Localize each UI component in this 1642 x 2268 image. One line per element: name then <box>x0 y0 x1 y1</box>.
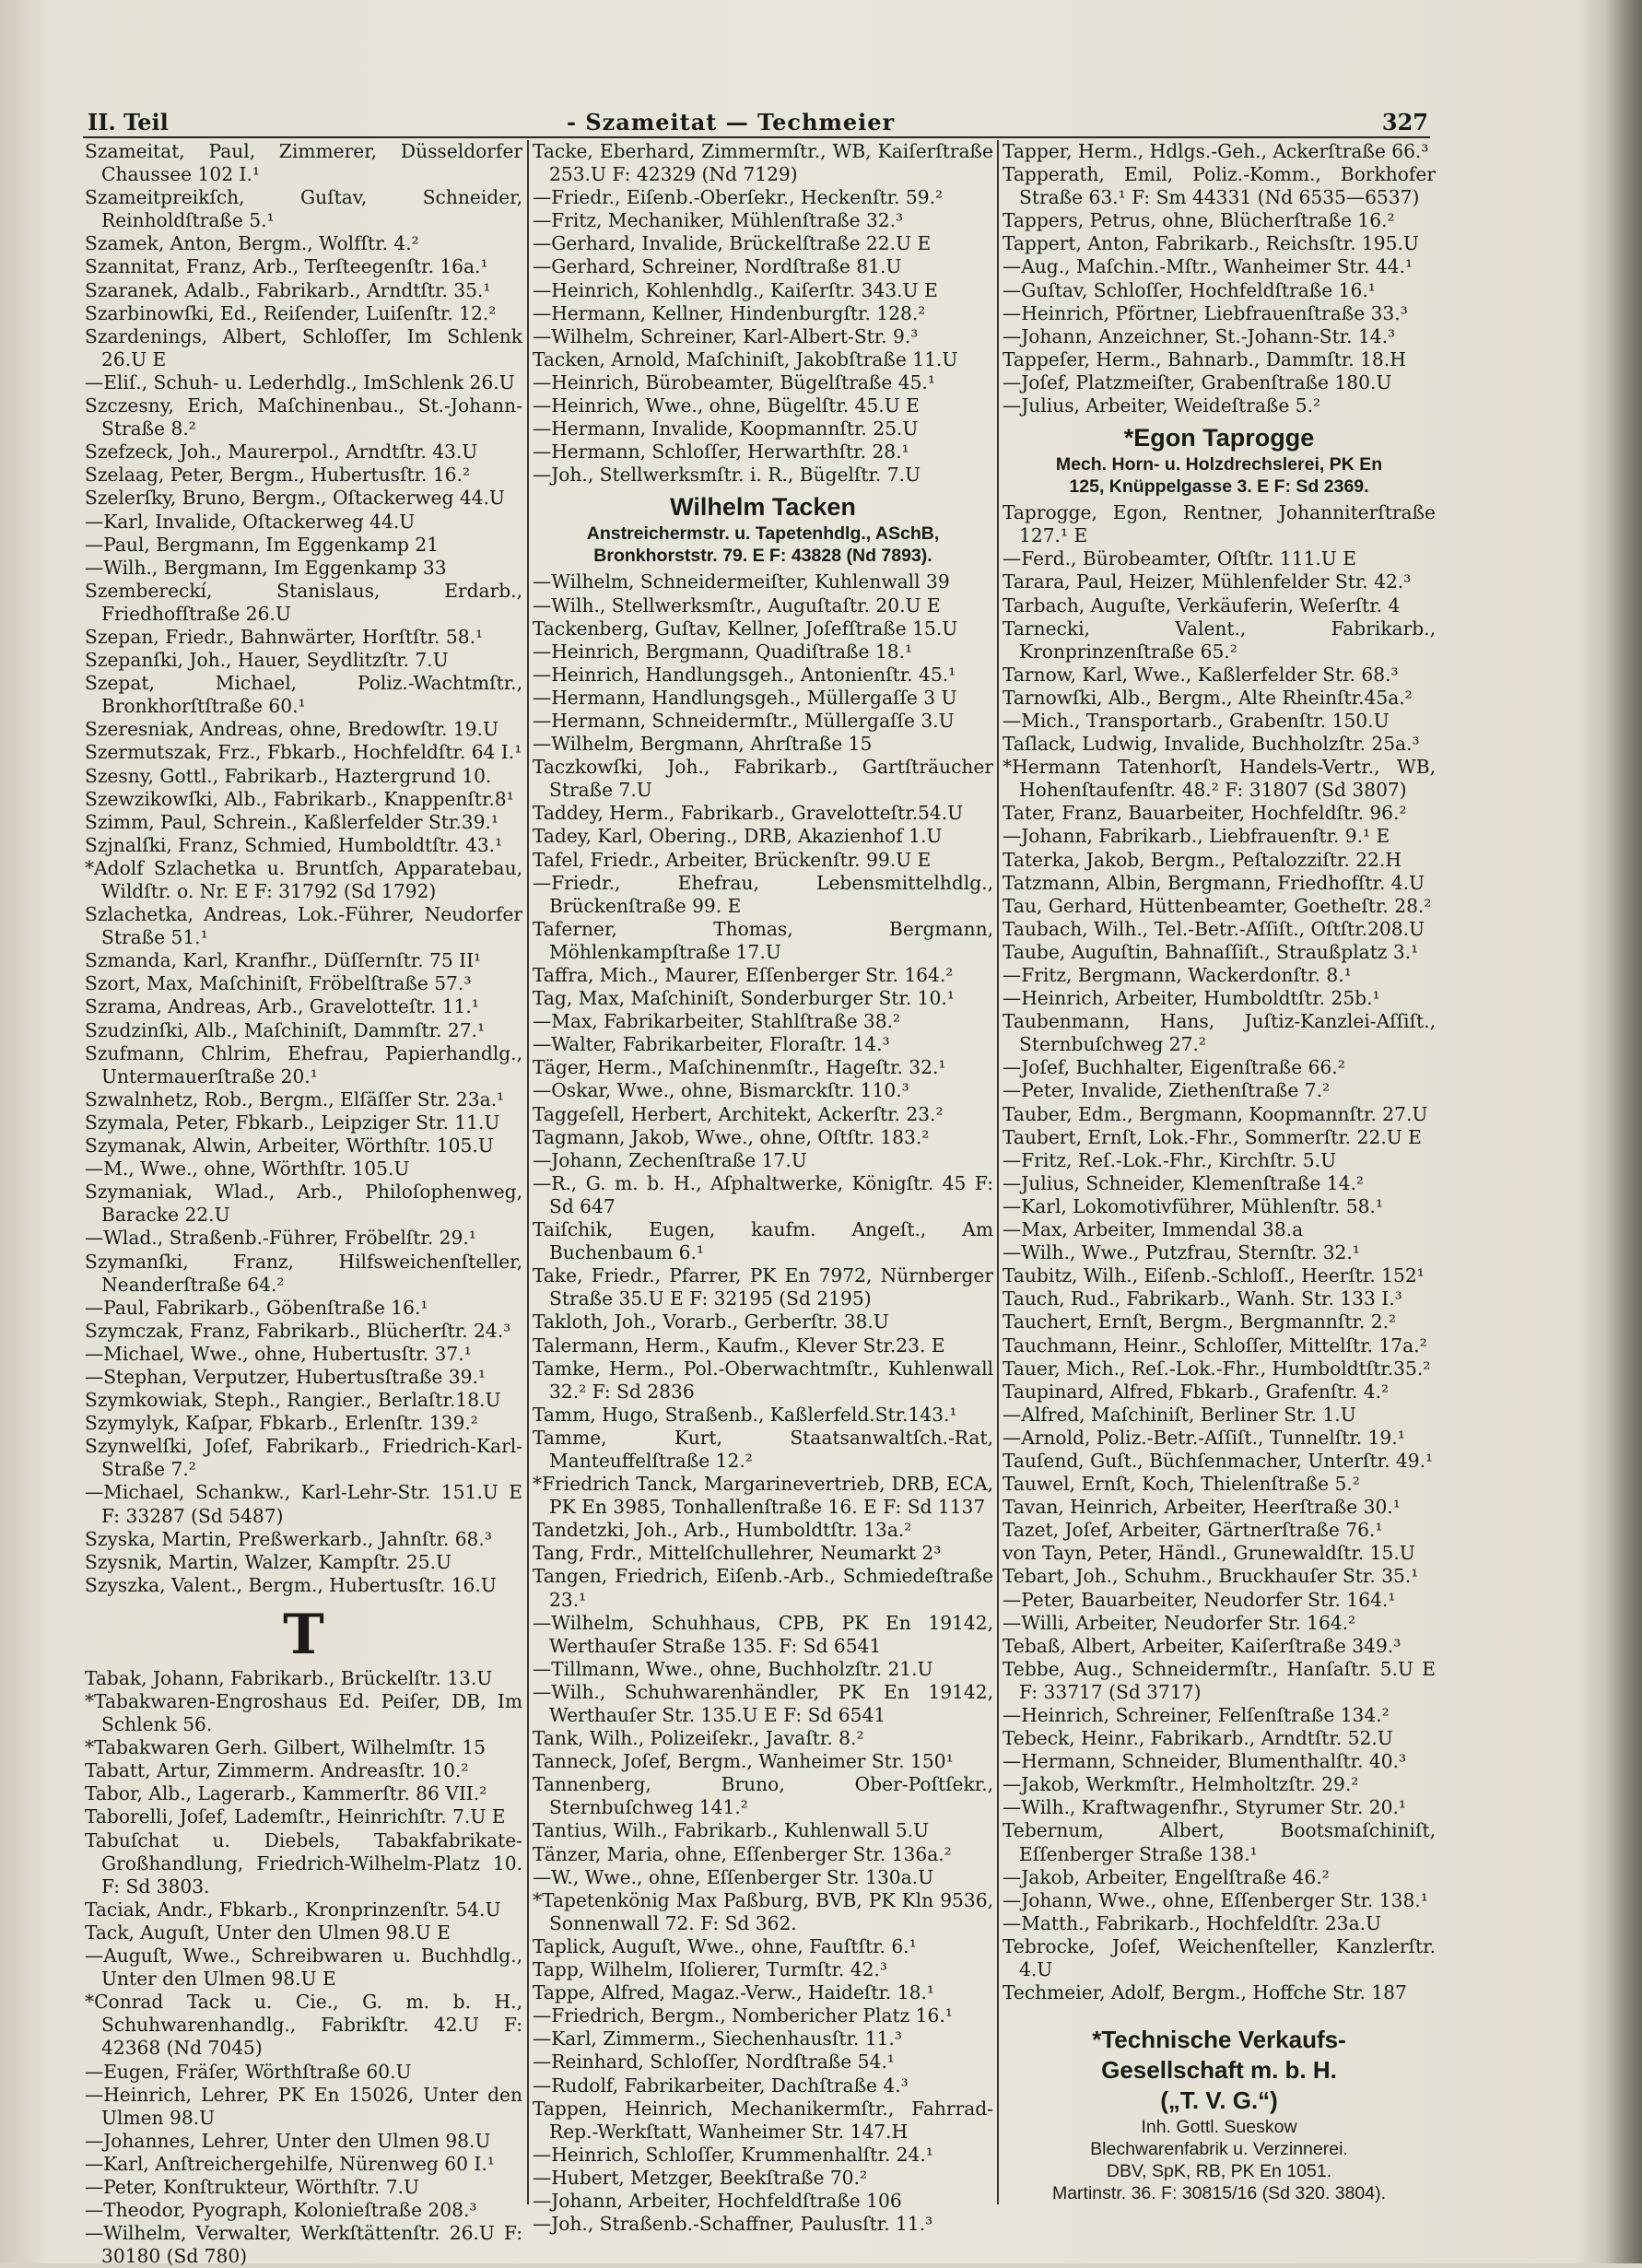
column-1 <box>85 140 522 2268</box>
ad-title-line: („T. V. G.“) <box>1160 2086 1278 2115</box>
ad-name: Wilhelm Tacken <box>670 493 856 522</box>
section-letter: T <box>283 1602 324 1667</box>
directory-entry: —Oskar, Wwe., ohne, Bismarckſtr. 110.³ <box>533 1079 909 1102</box>
directory-entry: Tarnecki, Valent., Fabrikarb., Kronprinzenſtraße 65.² <box>1003 617 1436 663</box>
directory-entry: —Jakob, Werkmſtr., Helmholtzſtr. 29.² <box>1003 1773 1359 1796</box>
directory-entry: Szczesny, Erich, Maſchinenbau., St.-Johann-Straße 8.² <box>85 394 522 441</box>
directory-entry: —Johann, Anzeichner, St.-Johann-Str. 14.³ <box>1003 324 1396 347</box>
directory-entry: Tauwel, Ernſt, Koch, Thielenſtraße 5.² <box>1003 1473 1360 1496</box>
directory-entry: Tebeck, Heinr., Fabrikarb., Arndtſtr. 52.U <box>1003 1727 1393 1750</box>
directory-entry: Szimm, Paul, Schrein., Kaßlerfelder Str.39.¹ <box>85 810 498 833</box>
directory-entry: —Peter, Konſtrukteur, Wörthſtr. 7.U <box>85 2175 420 2198</box>
directory-entry: Tappe, Alfred, Magaz.-Verw., Haideſtr. 18.¹ <box>533 1981 934 2004</box>
ad-title-line: Gesellschaft m. b. H. <box>1101 2056 1337 2085</box>
directory-entry: Tappers, Petrus, ohne, Blücherſtraße 16.² <box>1003 209 1395 232</box>
advertisement-egon-taprogge <box>1003 423 1436 498</box>
directory-entry: —Friedr., Eiſenb.-Oberſekr., Heckenſtr. 59.² <box>533 186 944 209</box>
directory-entry: —Theodor, Pyograph, Kolonieſtraße 208.³ <box>85 2199 477 2222</box>
directory-entry: —Heinrich, Lehrer, PK En 15026, Unter den Ulmen 98.U <box>85 2083 522 2129</box>
directory-entry: —Stephan, Verputzer, Hubertusſtraße 39.¹ <box>85 1365 486 1388</box>
directory-entry: Tapper, Herm., Hdlgs.-Geh., Ackerſtraße 66.³ <box>1003 140 1429 162</box>
directory-entry: Szymkowiak, Steph., Rangier., Berlaſtr.18.U <box>85 1389 501 1412</box>
directory-entry: —Paul, Fabrikarb., Göbenſtraße 16.¹ <box>85 1296 428 1319</box>
column-divider <box>997 140 999 2204</box>
directory-entry: Tebernum, Albert, Bootsmaſchiniſt, Eſſenberger Straße 138.¹ <box>1003 1819 1436 1865</box>
directory-entry: —Wilhelm, Schuhhaus, CPB, PK En 19142, Werthauſer Straße 135. F: Sd 6541 <box>533 1611 993 1657</box>
directory-entry: Tauer, Mich., Reſ.-Lok.-Fhr., Humboldtſtr.35.² <box>1003 1357 1431 1380</box>
directory-entry: Szameitpreikſch, Guſtav, Schneider, Reinholdſtraße 5.¹ <box>85 186 522 232</box>
directory-entry: Talermann, Herm., Kaufm., Klever Str.23. E <box>533 1334 945 1357</box>
directory-entry: —Aug., Maſchin.-Mſtr., Wanheimer Str. 44.¹ <box>1003 255 1413 278</box>
directory-entry: —Auguſt, Wwe., Schreibwaren u. Buchhdlg., Unter den Ulmen 98.U E <box>85 1945 522 1991</box>
directory-entry: Tauſend, Guſt., Büchſenmacher, Unterſtr. 49.¹ <box>1003 1449 1434 1472</box>
directory-entry: —Arnold, Poliz.-Betr.-Aſſiſt., Tunnelſtr. 19.¹ <box>1003 1426 1405 1449</box>
directory-entry: —Wilhelm, Bergmann, Ahrſtraße 15 <box>533 733 873 756</box>
directory-entry: Tagmann, Jakob, Wwe., ohne, Oſtſtr. 183.² <box>533 1125 930 1148</box>
directory-entry: Tangen, Friedrich, Eiſenb.-Arb., Schmiedeſtraße 23.¹ <box>533 1565 993 1611</box>
directory-entry: Szudzinſki, Alb., Maſchiniſt, Dammſtr. 27.¹ <box>85 1018 486 1041</box>
directory-entry: Täger, Herm., Maſchinenmſtr., Hageſtr. 32.¹ <box>533 1056 946 1079</box>
directory-entry: Tannenberg, Bruno, Ober-Poſtſekr., Sternbuſchweg 141.² <box>533 1773 993 1819</box>
directory-entry: Szesny, Gottl., Fabrikarb., Haztergrund 10. <box>85 764 492 787</box>
directory-entry: —Heinrich, Arbeiter, Humboldtſtr. 25b.¹ <box>1003 987 1380 1010</box>
ad-line: 125, Knüppelgasse 3. E F: Sd 2369. <box>1069 476 1369 498</box>
directory-entry: —Friedrich, Bergm., Nombericher Platz 16.¹ <box>533 2004 953 2027</box>
directory-entry: —Hermann, Handlungsgeh., Müllergaſſe 3 U <box>533 686 957 709</box>
directory-entry: —Willi, Arbeiter, Neudorfer Str. 164.² <box>1003 1611 1356 1634</box>
directory-entry: —Heinrich, Kohlenhdlg., Kaiſerſtr. 343.U E <box>533 278 938 301</box>
directory-entry: Taprogge, Egon, Rentner, Johanniterſtraße 127.¹ E <box>1003 501 1436 547</box>
directory-entry: —Wilhelm, Schreiner, Karl-Albert-Str. 9.³ <box>533 324 919 347</box>
directory-entry: Taffra, Mich., Maurer, Eſſenberger Str. 164.² <box>533 964 954 986</box>
entry-list <box>1003 140 1436 417</box>
directory-entry: Szymczak, Franz, Fabrikarb., Blücherſtr. 24.³ <box>85 1319 511 1342</box>
directory-entry: —Fritz, Mechaniker, Mühlenſtraße 32.³ <box>533 209 904 232</box>
directory-entry: —Heinrich, Schreiner, Felſenſtraße 134.² <box>1003 1704 1390 1726</box>
directory-entry: —Wilh., Kraftwagenfhr., Styrumer Str. 20.¹ <box>1003 1796 1407 1819</box>
directory-entry: Tabuſchat u. Diebels, Tabakfabrikate-Großhandlung, Friedrich-Wilhelm-Platz 10. F: Sd 3803. <box>85 1828 522 1898</box>
directory-entry: Tabak, Johann, Fabrikarb., Brückelſtr. 13.U <box>85 1666 493 1689</box>
directory-entry: Szelaag, Peter, Bergm., Hubertusſtr. 16.² <box>85 464 471 487</box>
directory-entry: Tatzmann, Albin, Bergmann, Friedhofſtr. 4.U <box>1003 871 1425 894</box>
directory-entry: —Hermann, Schneidermſtr., Müllergaſſe 3.U <box>533 709 955 732</box>
directory-entry: —Joh., Straßenb.-Schaffner, Paulusſtr. 11.³ <box>533 2213 933 2236</box>
directory-entry: —Heinrich, Bürobeamter, Bügelſtraße 45.¹ <box>533 370 935 394</box>
directory-entry: —Ferd., Bürobeamter, Oſtſtr. 111.U E <box>1003 547 1356 570</box>
directory-entry: Szepan, Friedr., Bahnwärter, Horſtſtr. 58.¹ <box>85 625 484 648</box>
directory-entry: —Friedr., Ehefrau, Lebensmittelhdlg., Brückenſtraße 99. E <box>533 871 993 917</box>
directory-entry: Tauchert, Ernſt, Bergm., Bergmannſtr. 2.² <box>1003 1310 1397 1334</box>
directory-entry: —Guſtav, Schloſſer, Hochfeldſtraße 16.¹ <box>1003 278 1376 301</box>
directory-entry: Tazet, Joſef, Arbeiter, Gärtnerſtraße 76.¹ <box>1003 1519 1383 1542</box>
directory-entry: —W., Wwe., ohne, Eſſenberger Str. 130a.U <box>533 1865 934 1888</box>
directory-entry: —Hermann, Kellner, Hindenburgſtr. 128.² <box>533 301 926 324</box>
directory-entry: Taczkowſki, Joh., Fabrikarb., Gartſträucher Straße 7.U <box>533 756 993 802</box>
directory-entry: Tack, Auguſt, Unter den Ulmen 98.U E <box>85 1921 451 1944</box>
directory-entry: *Conrad Tack u. Cie., G. m. b. H., Schuhwarenhandlg., Fabrikſtr. 42.U F: 42368 (Nd 7045) <box>85 1991 522 2060</box>
directory-entry: Tappeſer, Herm., Bahnarb., Dammſtr. 18.H <box>1003 347 1406 370</box>
ad-line: Martinstr. 36. F: 30815/16 (Sd 320. 3804). <box>1051 2183 1387 2204</box>
directory-entry: Szynwelſki, Joſef, Fabrikarb., Friedrich-Karl-Straße 7.² <box>85 1435 522 1481</box>
directory-entry: Taubenmann, Hans, Juſtiz-Kanzlei-Aſſiſt., Sternbuſchweg 27.² <box>1003 1010 1436 1056</box>
directory-entry: Taupinard, Alfred, Fbkarb., Grafenſtr. 4.² <box>1003 1380 1390 1403</box>
directory-entry: Tabor, Alb., Lagerarb., Kammerſtr. 86 VII.² <box>85 1782 487 1805</box>
directory-entry: Tapp, Wilhelm, Iſolierer, Turmſtr. 42.³ <box>533 1958 887 1981</box>
directory-entry: Szjnalſki, Franz, Schmied, Humboldtſtr. 43.¹ <box>85 833 503 856</box>
directory-entry: Tauch, Rud., Fabrikarb., Wanh. Str. 133 I.³ <box>1003 1287 1402 1310</box>
directory-entry: Tamm, Hugo, Straßenb., Kaßlerfeld.Str.143.¹ <box>533 1403 957 1426</box>
page-edge-shadow <box>1605 0 1642 2263</box>
ad-line: Blechwarenfabrik u. Verzinnerei. <box>1090 2139 1348 2160</box>
directory-entry: Tau, Gerhard, Hüttenbeamter, Goetheſtr. 28.² <box>1003 894 1432 917</box>
directory-entry: Tauber, Edm., Bergmann, Koopmannſtr. 27.U <box>1003 1102 1428 1125</box>
directory-entry: Tamke, Herm., Pol.-Oberwachtmſtr., Kuhlenwall 32.² F: Sd 2836 <box>533 1357 993 1403</box>
directory-entry: Taciak, Andr., Fbkarb., Kronprinzenſtr. 54.U <box>85 1898 501 1921</box>
directory-entry: Tacken, Arnold, Maſchiniſt, Jakobſtraße 11.U <box>533 347 958 370</box>
directory-entry: Szymanſki, Franz, Hilfsweichenſteller, Neanderſtraße 64.² <box>85 1250 522 1296</box>
directory-entry: Taddey, Herm., Fabrikarb., Gravelotteſtr.54.U <box>533 802 964 825</box>
directory-entry: —Johannes, Lehrer, Unter den Ulmen 98.U <box>85 2129 491 2152</box>
directory-entry: Szlachetka, Andreas, Lok.-Führer, Neudorfer Straße 51.¹ <box>85 903 522 949</box>
directory-entry: *Tabakwaren-Engroshaus Ed. Peiſer, DB, Im Schlenk 56. <box>85 1690 522 1736</box>
directory-entry: Tarbach, Auguſte, Verkäuferin, Weſerſtr. 4 <box>1003 593 1401 617</box>
directory-entry: Takloth, Joh., Vorarb., Gerberſtr. 38.U <box>533 1310 889 1334</box>
directory-entry: —Wilhelm, Schneidermeiſter, Kuhlenwall 39 <box>533 570 950 593</box>
directory-entry: Szaranek, Adalb., Fabrikarb., Arndtſtr. 35.¹ <box>85 278 491 301</box>
ad-line: Inh. Gottl. Sueskow <box>1141 2117 1297 2138</box>
directory-entry: Szembereckí, Stanislaus, Erdarb., Friedhofſtraße 26.U <box>85 579 522 625</box>
directory-entry: *Adolf Szlachetka u. Bruntſch, Apparatebau, Wildſtr. o. Nr. E F: 31792 (Sd 1792) <box>85 856 522 902</box>
directory-entry: Taborelli, Joſef, Lademſtr., Heinrichſtr. 7.U E <box>85 1805 506 1828</box>
directory-entry: *Hermann Tatenhorſt, Handels-Vertr., WB, Hohenſtaufenſtr. 48.² F: 31807 (Sd 3807) <box>1003 756 1436 802</box>
directory-entry: Tavan, Heinrich, Arbeiter, Heerſtraße 30.¹ <box>1003 1496 1401 1519</box>
directory-entry: —Max, Arbeiter, Immendal 38.a <box>1003 1218 1304 1241</box>
directory-entry: —Wilh., Stellwerksmſtr., Auguſtaſtr. 20.U E <box>533 593 941 617</box>
directory-entry: Techmeier, Adolf, Bergm., Hoffche Str. 187 <box>1003 1981 1407 2004</box>
directory-entry: Tamme, Kurt, Staatsanwaltſch.-Rat, Manteuffelſtraße 12.² <box>533 1426 993 1472</box>
directory-entry: Szepat, Michael, Poliz.-Wachtmſtr., Bronkhorſtſtraße 60.¹ <box>85 672 522 718</box>
directory-entry: Tappen, Heinrich, Mechanikermſtr., Fahrrad-Rep.-Werkſtatt, Wanheimer Str. 147.H <box>533 2097 993 2143</box>
directory-entry: —R., G. m. b. H., Aſphaltwerke, Königſtr. 45 F: Sd 647 <box>533 1171 993 1217</box>
ad-line: DBV, SpK, RB, PK En 1051. <box>1106 2161 1332 2182</box>
directory-entry: —Johann, Zechenſtraße 17.U <box>533 1148 807 1171</box>
directory-entry: —Karl, Invalide, Oſtackerweg 44.U <box>85 510 416 533</box>
ad-line: Bronkhorststr. 79. E F: 43828 (Nd 7893). <box>593 546 932 567</box>
directory-entry: Tantius, Wilh., Fabrikarb., Kuhlenwall 5.U <box>533 1819 930 1842</box>
directory-entry: Tabatt, Artur, Zimmerm. Andreasſtr. 10.² <box>85 1759 469 1782</box>
directory-entry: Taubert, Ernſt, Lok.-Fhr., Sommerſtr. 22.U E <box>1003 1125 1422 1148</box>
directory-entry: —Heinrich, Bergmann, Quadiſtraße 18.¹ <box>533 640 913 663</box>
section-label: II. Teil <box>88 109 169 135</box>
directory-entry: Szarbinowſki, Ed., Reiſender, Luiſenſtr. 12.² <box>85 301 497 324</box>
directory-entry: Taggeſell, Herbert, Architekt, Ackerſtr. 23.² <box>533 1102 944 1125</box>
directory-entry: —Heinrich, Pförtner, Liebfrauenſtraße 33.³ <box>1003 301 1408 324</box>
directory-entry: —Johann, Arbeiter, Hochfeldſtraße 106 <box>533 2189 902 2212</box>
directory-entry: Szewzikowſki, Alb., Fabrikarb., Knappenſtr.8¹ <box>85 787 514 810</box>
directory-entry: —Paul, Bergmann, Im Eggenkamp 21 <box>85 533 440 556</box>
directory-entry: —Hermann, Schloſſer, Herwarthſtr. 28.¹ <box>533 441 909 464</box>
directory-entry: Tag, Max, Maſchiniſt, Sonderburger Str. 10.¹ <box>533 987 955 1010</box>
directory-entry: —Wilh., Schuhwarenhändler, PK En 19142, Werthauſer Str. 135.U E F: Sd 6541 <box>533 1680 993 1726</box>
directory-entry: —Karl, Lokomotivführer, Mühlenſtr. 58.¹ <box>1003 1194 1383 1217</box>
ad-line: Mech. Horn- u. Holzdrechslerei, PK En <box>1055 454 1383 476</box>
directory-entry: Szymylyk, Kaſpar, Fbkarb., Erlenſtr. 139.² <box>85 1412 478 1435</box>
directory-entry: *Friedrich Tanck, Margarinevertrieb, DRB, ECA, PK En 3985, Tonhallenſtraße 16. E F: Sd 1137 <box>533 1473 993 1519</box>
directory-entry: —Hubert, Metzger, Beekſtraße 70.² <box>533 2166 868 2189</box>
directory-entry: —Walter, Fabrikarbeiter, Floraſtr. 14.³ <box>533 1033 890 1056</box>
directory-entry: Tarnow, Karl, Wwe., Kaßlerfelder Str. 68.³ <box>1003 663 1399 686</box>
directory-entry: Szelerſky, Bruno, Bergm., Oſtackerweg 44.U <box>85 487 505 510</box>
directory-entry: Taferner, Thomas, Bergmann, Möhlenkampſtraße 17.U <box>533 917 993 963</box>
page-number: 327 <box>1381 109 1428 135</box>
directory-entry: Tackenberg, Guſtav, Kellner, Joſefſtraße 15.U <box>533 617 958 640</box>
directory-entry: Szmanda, Karl, Kranfhr., Düſſernſtr. 75 II¹ <box>85 949 482 972</box>
directory-entry: Tank, Wilh., Polizeiſekr., Javaſtr. 8.² <box>533 1727 864 1750</box>
directory-entry: Szeresniak, Andreas, ohne, Bredowſtr. 19.U <box>85 718 498 741</box>
entry-list <box>1003 501 1436 2004</box>
advertisement-tvg <box>1003 2025 1436 2204</box>
directory-entry: Taterka, Jakob, Bergm., Peſtalozziſtr. 22.H <box>1003 848 1402 871</box>
directory-entry: —Peter, Bauarbeiter, Neudorfer Str. 164.¹ <box>1003 1588 1396 1611</box>
directory-entry: —Gerhard, Schreiner, Nordſtraße 81.U <box>533 255 902 278</box>
directory-entry: —Joh., Stellwerksmſtr. i. R., Bügelſtr. 7.U <box>533 464 921 487</box>
directory-entry: Szannitat, Franz, Arb., Terſteegenſtr. 16a.¹ <box>85 255 488 278</box>
directory-entry: Tebaß, Albert, Arbeiter, Kaiſerſtraße 349.³ <box>1003 1634 1402 1657</box>
directory-entry: Tauchmann, Heinr., Schloſſer, Mittelſtr. 17a.² <box>1003 1334 1427 1357</box>
directory-entry: —Fritz, Bergmann, Wackerdonſtr. 8.¹ <box>1003 964 1352 986</box>
directory-entry: Tater, Franz, Bauarbeiter, Hochfeldſtr. 96.² <box>1003 802 1407 825</box>
directory-entry: Tang, Frdr., Mittelſchullehrer, Neumarkt 2³ <box>533 1542 942 1565</box>
directory-entry: Szyska, Martin, Preßwerkarb., Jahnſtr. 68.³ <box>85 1527 492 1550</box>
directory-entry: Tarara, Paul, Heizer, Mühlenfelder Str. 42.³ <box>1003 570 1412 593</box>
directory-entry: —Karl, Zimmerm., Siechenhausſtr. 11.³ <box>533 2027 902 2051</box>
directory-entry: —Eliſ., Schuh- u. Lederhdlg., ImSchlenk 26.U <box>85 370 515 394</box>
directory-entry: Tandetzki, Joh., Arb., Humboldtſtr. 13a.² <box>533 1519 912 1542</box>
entry-list <box>85 1667 522 2268</box>
directory-entry: Taube, Auguſtin, Bahnaſſiſt., Straußplatz 3.¹ <box>1003 940 1419 963</box>
directory-entry: Tadey, Karl, Obering., DRB, Akazienhof 1.U <box>533 825 943 848</box>
directory-entry: Tapperath, Emil, Poliz.-Komm., Borkhofer Straße 63.¹ F: Sm 44331 (Nd 6535—6537) <box>1003 163 1436 209</box>
directory-entry: —Wilh., Bergmann, Im Eggenkamp 33 <box>85 556 447 579</box>
directory-entry: Taiſchik, Eugen, kaufm. Angeſt., Am Buchenbaum 6.¹ <box>533 1218 993 1264</box>
directory-entry: —Gerhard, Invalide, Brückelſtraße 22.U E <box>533 232 932 255</box>
directory-entry: —M., Wwe., ohne, Wörthſtr. 105.U <box>85 1158 410 1181</box>
directory-entry: —Johann, Wwe., ohne, Eſſenberger Str. 138.¹ <box>1003 1888 1428 1911</box>
directory-entry: —Hermann, Invalide, Koopmannſtr. 25.U <box>533 417 919 441</box>
page-header <box>88 109 1428 140</box>
directory-entry: —Reinhard, Schloſſer, Nordſtraße 54.¹ <box>533 2051 895 2074</box>
column-2 <box>533 140 993 2236</box>
ad-name: *Egon Taprogge <box>1123 424 1315 452</box>
directory-entry: —Heinrich, Handlungsgeh., Antonienſtr. 45.¹ <box>533 663 956 686</box>
directory-entry: —Karl, Anſtreichergehilfe, Nürenweg 60 I.¹ <box>85 2152 495 2175</box>
directory-entry: —Hermann, Schneider, Blumenthalſtr. 40.³ <box>1003 1750 1407 1773</box>
directory-entry: —Johann, Fabrikarb., Liebfrauenſtr. 9.¹ E <box>1003 825 1390 848</box>
directory-entry: —Wlad., Straßenb.-Führer, Fröbelſtr. 29.¹ <box>85 1227 476 1250</box>
directory-entry: Tebrocke, Joſef, Weichenſteller, Kanzlerſtr. 4.U <box>1003 1934 1436 1981</box>
directory-entry: Szrama, Andreas, Arb., Gravelotteſtr. 11.¹ <box>85 995 479 1018</box>
directory-entry: Szameitat, Paul, Zimmerer, Düsseldorfer Chaussee 102 I.¹ <box>85 140 522 186</box>
entry-list <box>533 570 993 2236</box>
directory-entry: Szymanak, Alwin, Arbeiter, Wörthſtr. 105.U <box>85 1134 494 1158</box>
directory-entry: Taſlack, Ludwig, Invalide, Buchholzſtr. 25a.³ <box>1003 733 1420 756</box>
directory-entry: Szermutszak, Frz., Fbkarb., Hochfeldſtr. 64 I.¹ <box>85 741 522 764</box>
directory-entry: Tänzer, Maria, ohne, Eſſenberger Str. 136a.² <box>533 1842 952 1865</box>
directory-entry: Tebbe, Aug., Schneidermſtr., Hanſaſtr. 5.U E F: 33717 (Sd 3717) <box>1003 1657 1436 1703</box>
directory-entry: Tafel, Friedr., Arbeiter, Brückenſtr. 99.U E <box>533 848 932 871</box>
directory-entry: Szepanſki, Joh., Hauer, Seydlitzſtr. 7.U <box>85 649 449 672</box>
directory-entry: —Joſef, Platzmeiſter, Grabenſtraße 180.U <box>1003 370 1392 394</box>
directory-entry: Szymala, Peter, Fbkarb., Leipziger Str. 11.U <box>85 1110 500 1134</box>
entry-list <box>533 140 993 487</box>
directory-entry: Take, Friedr., Pfarrer, PK En 7972, Nürnberger Straße 35.U E F: 32195 (Sd 2195) <box>533 1264 993 1310</box>
directory-entry: Szymaniak, Wlad., Arb., Philoſophenweg, Baracke 22.U <box>85 1181 522 1227</box>
directory-entry: Szefzeck, Joh., Maurerpol., Arndtſtr. 43.U <box>85 441 478 464</box>
directory-entry: —Julius, Arbeiter, Weideſtraße 5.² <box>1003 394 1321 417</box>
directory-entry: —Heinrich, Schloſſer, Krummenhalſtr. 24.¹ <box>533 2143 933 2166</box>
directory-entry: Szufmann, Chlrim, Ehefrau, Papierhandlg., Untermauerſtraße 20.¹ <box>85 1041 522 1087</box>
directory-entry: Tacke, Eberhard, Zimmermſtr., WB, Kaiſerſtraße 253.U F: 42329 (Nd 7129) <box>533 140 993 186</box>
directory-entry: Szyszka, Valent., Bergm., Hubertusſtr. 16.U <box>85 1573 497 1596</box>
directory-entry: —Alfred, Maſchiniſt, Berliner Str. 1.U <box>1003 1403 1356 1426</box>
directory-entry: Taubach, Wilh., Tel.-Betr.-Aſſiſt., Oſtſtr.208.U <box>1003 917 1425 940</box>
directory-entry: —Wilh., Wwe., Putzfrau, Sternſtr. 32.¹ <box>1003 1241 1360 1264</box>
entry-list <box>85 140 522 1597</box>
directory-entry: *Tapetenkönig Max Paßburg, BVB, PK Kln 9536, Sonnenwall 72. F: Sd 362. <box>533 1888 993 1934</box>
ad-line: Anstreichermstr. u. Tapetenhdlg., ASchB, <box>586 523 940 545</box>
directory-entry: —Max, Fabrikarbeiter, Stahlſtraße 38.² <box>533 1010 901 1033</box>
directory-entry: —Mich., Transportarb., Grabenſtr. 150.U <box>1003 709 1390 732</box>
directory-entry: Tebart, Joh., Schuhm., Bruckhauſer Str. 35.¹ <box>1003 1565 1419 1588</box>
directory-entry: —Wilhelm, Verwalter, Werkſtättenſtr. 26.U F: 30180 (Sd 780) <box>85 2222 522 2268</box>
directory-entry: —Julius, Schneider, Klemenſtraße 14.² <box>1003 1171 1364 1194</box>
directory-entry: Szort, Max, Maſchiniſt, Fröbelſtraße 57.³ <box>85 972 472 995</box>
directory-entry: Taplick, Auguſt, Wwe., ohne, Fauſtſtr. 6.¹ <box>533 1934 917 1957</box>
directory-entry: —Tillmann, Wwe., ohne, Buchholzſtr. 21.U <box>533 1657 933 1680</box>
directory-entry: Taubitz, Wilh., Eiſenb.-Schloſſ., Heerſtr. 152¹ <box>1003 1264 1425 1287</box>
directory-entry: —Rudolf, Fabrikarbeiter, Dachſtraße 4.³ <box>533 2074 909 2097</box>
advertisement-wilhelm-tacken <box>533 492 993 567</box>
ad-title-line: *Technische Verkaufs- <box>1092 2026 1346 2054</box>
directory-entry: —Joſef, Buchhalter, Eigenſtraße 66.² <box>1003 1056 1345 1079</box>
directory-entry: —Matth., Fabrikarb., Hochfeldſtr. 23a.U <box>1003 1911 1382 1934</box>
directory-entry: —Heinrich, Wwe., ohne, Bügelſtr. 45.U E <box>533 394 920 417</box>
directory-entry: *Tabakwaren Gerh. Gilbert, Wilhelmſtr. 15 <box>85 1736 487 1759</box>
directory-entry: —Jakob, Arbeiter, Engelſtraße 46.² <box>1003 1865 1330 1888</box>
directory-entry: Szardenings, Albert, Schloſſer, Im Schlenk 26.U E <box>85 324 522 370</box>
directory-entry: —Michael, Wwe., ohne, Hubertusſtr. 37.¹ <box>85 1342 472 1365</box>
directory-entry: Szysnik, Martin, Walzer, Kampſtr. 25.U <box>85 1550 452 1573</box>
column-3 <box>1003 140 1436 2232</box>
header-rule <box>83 136 1430 138</box>
column-divider <box>527 140 529 2204</box>
directory-entry: Szwalnhetz, Rob., Bergm., Elſäſſer Str. 23a.¹ <box>85 1087 505 1110</box>
directory-entry: —Peter, Invalide, Ziethenſtraße 7.² <box>1003 1079 1331 1102</box>
directory-entry: —Fritz, Reſ.-Lok.-Fhr., Kirchſtr. 5.U <box>1003 1148 1337 1171</box>
directory-entry: Szamek, Anton, Bergm., Wolfſtr. 4.² <box>85 232 419 255</box>
name-range: - Szameitat — Techmeier <box>567 109 896 135</box>
directory-entry: von Tayn, Peter, Händl., Grunewaldſtr. 15.U <box>1003 1542 1415 1565</box>
directory-entry: Tarnowſki, Alb., Bergm., Alte Rheinſtr.45a.² <box>1003 686 1413 709</box>
directory-entry: Tappert, Anton, Fabrikarb., Reichsſtr. 195.U <box>1003 232 1419 255</box>
directory-entry: —Eugen, Fräſer, Wörthſtraße 60.U <box>85 2060 412 2083</box>
directory-entry: —Michael, Schankw., Karl-Lehr-Str. 151.U E F: 33287 (Sd 5487) <box>85 1481 522 1527</box>
directory-entry: Tanneck, Joſef, Bergm., Wanheimer Str. 150¹ <box>533 1750 954 1773</box>
